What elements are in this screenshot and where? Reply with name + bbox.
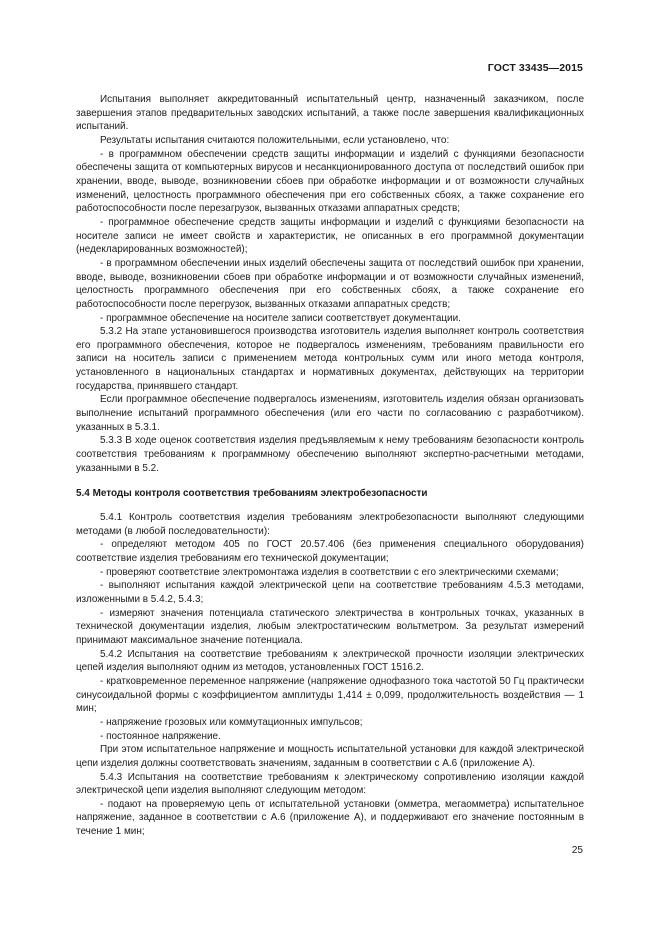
- list-item: - постоянное напряжение.: [100, 730, 221, 742]
- clause-5-4-1: 5.4.1 Контроль соответствия изделия требованиям электробезопасности выполняют следующими методами (в любой последовательности):: [76, 512, 584, 537]
- document-body: [76, 93, 584, 839]
- list-item: - в программном обеспечении средств защиты информации и изделий с функциями безопасности обеспечены защита от компьютерных вирусов и несанкционированного доступа от последствий ошибок при хранении, вводе, выводе, возникновении сбоев при обработке информации и от возможности случайных изменений, целостность программного обеспечения при его собственных сбоях, а также сохранение его работоспособности после перезагрузок, вызванных отказами аппаратных средств;: [76, 148, 584, 215]
- list-item: - программное обеспечение средств защиты информации и изделий с функциями безопасности на носителе записи не имеет свойств и характеристик, не описанных в его программной документации (недекларированных возможностей);: [76, 216, 584, 256]
- paragraph: Результаты испытания считаются положительными, если установлено, что:: [100, 134, 450, 146]
- list-item: - подают на проверяемую цепь от испытательной установки (омметра, мегаомметра) испытательное напряжение, заданное в соответствии с А.6 (приложение А), и поддерживают его значение постоянным в течение 1 мин;: [76, 798, 584, 838]
- paragraph: При этом испытательное напряжение и мощность испытательной установки для каждой электрической цепи изделия должны соответствовать значениям, заданным в соответствии с А.6 (приложение А).: [76, 744, 584, 769]
- clause-5-3-2: 5.3.2 На этапе установившегося производства изготовитель изделия выполняет контроль соответствия его программного обеспечения, которое не подвергалось изменениям, требованиям правильности его записи на носитель записи с применением метода контрольных сумм или иного метода контроля, установленного в национальных стандартах и нормативных документах, действующих на территории государства, принявшего стандарт.: [76, 326, 584, 392]
- list-item: - выполняют испытания каждой электрической цепи на соответствие требованиям 4.5.3 методами, изложенными в 5.4.2, 5.4.3;: [76, 580, 584, 605]
- clause-5-3-3: 5.3.3 В ходе оценок соответствия изделия предъявляемым к нему требованиям безопасности контроль соответствия требованиям к программному обеспечению выполняют экспертно-расчетными методами, указанными в 5.2.: [76, 435, 584, 474]
- page-number: 25: [571, 845, 583, 856]
- list-item: - определяют методом 405 по ГОСТ 20.57.406 (без применения специального оборудования) соответствие изделия требованиям его технической документации;: [76, 539, 584, 564]
- paragraph: Испытания выполняет аккредитованный испытательный центр, назначенный заказчиком, после завершения этапов предварительных заводских испытаний, а также после завершения квалификационных испытаний.: [76, 94, 584, 133]
- document-code-header: ГОСТ 33435—2015: [487, 62, 583, 74]
- section-heading-5-4: 5.4 Методы контроля соответствия требованиям электробезопасности: [76, 488, 428, 500]
- list-item: - кратковременное переменное напряжение (напряжение однофазного тока частотой 50 Гц практически синусоидальной формы с коэффициентом амплитуды 1,414 ± 0,099, продолжительность воздействия — 1 мин;: [76, 675, 584, 715]
- list-item: - программное обеспечение на носителе записи соответствует документации.: [100, 312, 461, 324]
- paragraph: Если программное обеспечение подвергалось изменениям, изготовитель изделия обязан организовать выполнение испытаний программного обеспечения (или его части по согласованию с разработчиком). указанных в 5.3.1.: [76, 394, 584, 433]
- list-item: - в программном обеспечении иных изделий обеспечены защита от последствий ошибок при хранении, вводе, выводе, возникновении сбоев при обработке информации и от возможности случайных изменений, целостность программного обеспечения при его собственных сбоях, а также сохранение его работоспособности после перегрузок, вызванных отказами аппаратных средств;: [76, 257, 584, 310]
- list-item: - проверяют соответствие электромонтажа изделия в соответствии с его электрическими схемами;: [100, 566, 559, 578]
- clause-5-4-3: 5.4.3 Испытания на соответствие требованиям к электрическому сопротивлению изоляции каждой электрической цепи изделия выполняют следующим методом:: [76, 771, 584, 797]
- list-item: - напряжение грозовых или коммутационных импульсов;: [100, 716, 363, 728]
- clause-5-4-2: 5.4.2 Испытания на соответствие требованиям к электрической прочности изоляции электрических цепей изделия выполняют одним из методов, установленных ГОСТ 1516.2.: [76, 648, 584, 674]
- list-item: - измеряют значения потенциала статического электричества в контрольных точках, указанных в технической документации изделия, любым электростатическим вольтметром. За результат измерений принимают максимальное значение потенциала.: [76, 607, 584, 646]
